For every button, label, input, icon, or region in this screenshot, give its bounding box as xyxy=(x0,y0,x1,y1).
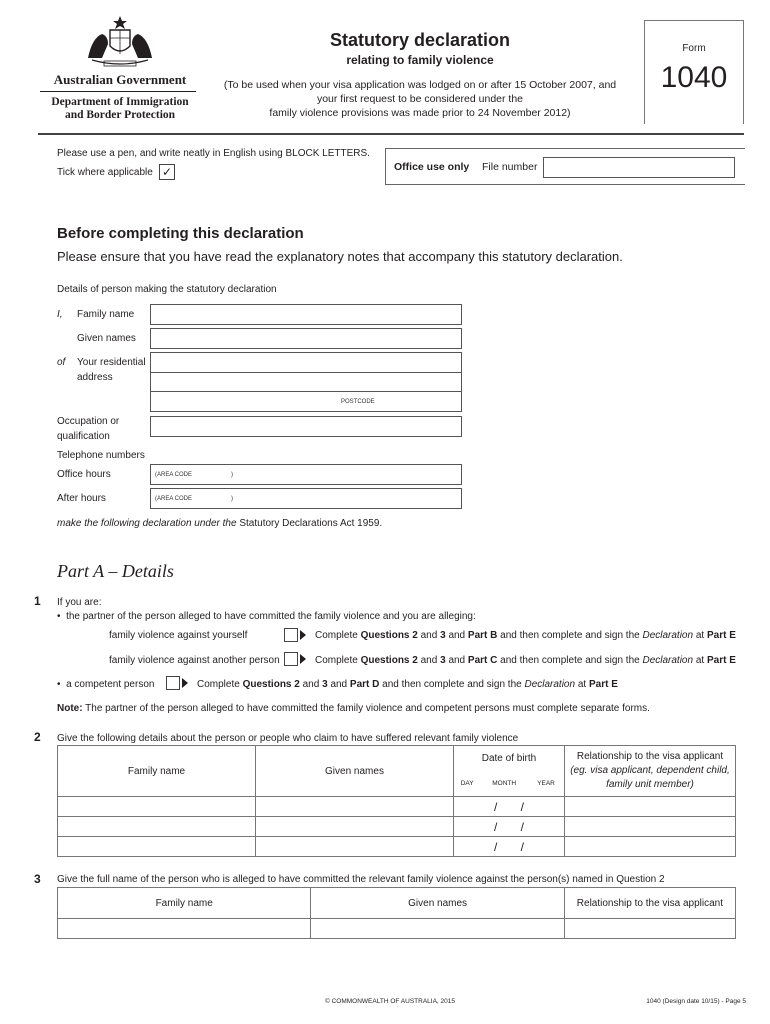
col-rel-line-1: Relationship to the visa applicant xyxy=(576,751,724,762)
before-subheading: Please ensure that you have read the explanatory notes that accompany this statutory declaration. xyxy=(57,249,623,264)
declaration-word: Declaration xyxy=(642,655,694,666)
complete-word: Complete xyxy=(315,655,358,666)
q2-row-family-cell[interactable] xyxy=(58,797,256,817)
details-section-label: Details of person making the statutory declaration xyxy=(57,284,277,295)
q2-row-family-cell[interactable] xyxy=(58,837,256,857)
q1-opt2-instruction xyxy=(315,655,736,666)
q1-bullet-1-text: the partner of the person alleged to have committed the family violence and you are alleging: xyxy=(66,611,476,622)
q3-col-relationship: Relationship to the visa applicant xyxy=(564,888,735,919)
address-line-1-input[interactable] xyxy=(150,352,462,373)
q1-number: 1 xyxy=(34,594,41,608)
and-word: and xyxy=(302,679,320,690)
address-line-3-box[interactable] xyxy=(150,391,462,412)
area-code-open: (AREA CODE xyxy=(155,472,193,478)
q1-opt2-checkbox[interactable] xyxy=(284,652,298,666)
q2-header-row xyxy=(58,746,736,771)
postcode-label: POSTCODE xyxy=(341,399,375,405)
part-e-ref: Part E xyxy=(706,630,736,641)
at-word: at xyxy=(695,655,705,666)
instruction-line-2: Tick where applicable xyxy=(57,167,153,178)
q2-row-dob-cell[interactable]: / / xyxy=(454,797,565,817)
form-number-box xyxy=(644,20,744,124)
then-text: and then complete and sign the xyxy=(382,679,522,690)
header-rule xyxy=(38,133,744,135)
area-code-close: ) xyxy=(231,472,233,478)
q1-bullet-2-text: a competent person xyxy=(66,679,155,690)
q3-number: 3 xyxy=(34,872,41,886)
q3-ref: 3 xyxy=(440,630,446,641)
q1-opt1-label: family violence against yourself xyxy=(109,630,248,641)
part-b-ref: Part B xyxy=(467,630,498,641)
q3-text: Give the full name of the person who is alleged to have committed the relevant family violence against the person(s) named in Question 2 xyxy=(57,874,665,885)
col-given-names: Given names xyxy=(256,746,454,797)
address-label-2: address xyxy=(77,372,113,383)
dept-line-2: and Border Protection xyxy=(64,109,176,121)
then-text: and then complete and sign the xyxy=(500,630,640,641)
office-use-label: Office use only xyxy=(394,161,470,173)
file-number-input[interactable] xyxy=(543,157,735,178)
file-number-label: File number xyxy=(482,161,538,173)
intro-line-1: (To be used when your visa application was lodged on or after 15 October 2007, and xyxy=(223,79,617,91)
q1-note xyxy=(57,703,650,714)
after-hours-input[interactable] xyxy=(150,488,462,509)
q1-opt3-instruction xyxy=(197,679,618,690)
part-e-ref: Part E xyxy=(706,655,736,666)
intro-line-2: your first request to be considered under the xyxy=(316,93,524,105)
arrow-right-icon xyxy=(300,654,306,664)
family-name-input[interactable] xyxy=(150,304,462,325)
declaration-italic: make the following declaration under the xyxy=(57,518,237,529)
col-family-name: Family name xyxy=(58,746,256,797)
at-word: at xyxy=(577,679,587,690)
q2-row-dob-cell[interactable]: / / xyxy=(454,837,565,857)
tick-example xyxy=(159,164,175,180)
col-month: MONTH xyxy=(492,779,517,787)
q1-opt2-label: family violence against another person xyxy=(109,655,280,666)
family-name-label: Family name xyxy=(77,309,135,320)
complete-word: Complete xyxy=(197,679,240,690)
given-names-label: Given names xyxy=(77,333,136,344)
and-word: and xyxy=(448,655,466,666)
q1-opt1-checkbox[interactable] xyxy=(284,628,298,642)
declaration-word: Declaration xyxy=(524,679,576,690)
q2-row-rel-cell[interactable] xyxy=(565,817,736,837)
q3-header-row xyxy=(58,888,736,919)
office-hours-label: Office hours xyxy=(57,469,111,480)
table-row xyxy=(58,817,736,837)
col-rel-line-3: family unit member) xyxy=(606,779,694,790)
occupation-input[interactable] xyxy=(150,416,462,437)
declaration-statement xyxy=(57,518,382,529)
q3-given-cell[interactable] xyxy=(311,919,564,939)
i-label: I, xyxy=(57,309,63,320)
dept-line-1: Department of Immigration xyxy=(51,96,189,108)
col-year: YEAR xyxy=(528,770,564,797)
col-relationship xyxy=(565,746,736,797)
questions-ref: Questions 2 xyxy=(360,655,418,666)
occupation-label-1: Occupation or xyxy=(57,416,120,427)
given-names-input[interactable] xyxy=(150,328,462,349)
and-word: and xyxy=(420,630,438,641)
declaration-word: Declaration xyxy=(642,630,694,641)
q3-col-given: Given names xyxy=(311,888,564,919)
q3-ref: 3 xyxy=(440,655,446,666)
occupation-label-2: qualification xyxy=(57,431,110,442)
q2-row-dob-cell[interactable]: / / xyxy=(454,817,565,837)
table-row xyxy=(58,797,736,817)
and-word: and xyxy=(448,630,466,641)
form-subtitle: relating to family violence xyxy=(346,53,494,67)
part-a-heading: Part A – Details xyxy=(57,561,174,581)
gov-name: Australian Government xyxy=(53,72,187,87)
q3-ref: 3 xyxy=(322,679,328,690)
q2-row-family-cell[interactable] xyxy=(58,817,256,837)
tick-icon: ✓ xyxy=(161,165,173,179)
q3-col-family: Family name xyxy=(58,888,311,919)
part-c-ref: Part C xyxy=(467,655,498,666)
table-row xyxy=(58,919,736,939)
col-day: DAY xyxy=(454,770,481,797)
at-word: at xyxy=(695,630,705,641)
area-code-close: ) xyxy=(231,496,233,502)
footer-page: 1040 (Design date 10/15) - Page 5 xyxy=(646,998,746,1005)
part-e-ref: Part E xyxy=(588,679,618,690)
and-word: and xyxy=(420,655,438,666)
q2-row-given-cell[interactable] xyxy=(256,797,454,817)
q2-row-given-cell[interactable] xyxy=(256,837,454,857)
table-row xyxy=(58,837,736,857)
gov-divider xyxy=(40,91,196,92)
note-text: The partner of the person alleged to have committed the family violence and competent persons must complete separate forms. xyxy=(85,703,650,714)
declaration-act: Statutory Declarations Act 1959. xyxy=(239,518,383,529)
q2-text: Give the following details about the person or people who claim to have suffered relevant family violence xyxy=(57,733,519,744)
q2-row-given-cell[interactable] xyxy=(256,817,454,837)
office-hours-input[interactable] xyxy=(150,464,462,485)
before-heading: Before completing this declaration xyxy=(57,225,304,242)
and-word: and xyxy=(330,679,348,690)
col-rel-line-2: (eg. visa applicant, dependent child, xyxy=(570,765,730,776)
q2-number: 2 xyxy=(34,730,41,744)
address-line-2-input[interactable] xyxy=(150,372,462,392)
q3-rel-cell[interactable] xyxy=(564,919,735,939)
after-hours-label: After hours xyxy=(57,493,106,504)
form-title: Statutory declaration xyxy=(329,30,511,50)
part-d-ref: Part D xyxy=(349,679,380,690)
complete-word: Complete xyxy=(315,630,358,641)
address-label-1: Your residential xyxy=(77,357,146,368)
q1-opt1-instruction xyxy=(315,630,736,641)
col-date-of-birth: Date of birth xyxy=(454,746,565,771)
q1-intro: If you are: xyxy=(57,597,102,608)
area-code-open: (AREA CODE xyxy=(155,496,193,502)
telephone-label: Telephone numbers xyxy=(57,450,145,461)
arrow-right-icon xyxy=(182,678,188,688)
form-label: Form xyxy=(682,43,706,54)
q1-opt3-checkbox[interactable] xyxy=(166,676,180,690)
of-label: of xyxy=(57,357,66,368)
q3-family-cell[interactable] xyxy=(58,919,311,939)
intro-line-3: family violence provisions was made prior to 24 November 2012) xyxy=(269,107,571,119)
form-number: 1040 xyxy=(660,61,728,94)
questions-ref: Questions 2 xyxy=(360,630,418,641)
q3-table xyxy=(57,887,736,939)
q1-bullet-1: • the partner of the person alleged to have committed the family violence and you are alleging: xyxy=(57,611,476,622)
then-text: and then complete and sign the xyxy=(500,655,640,666)
q2-table xyxy=(57,745,736,857)
q1-bullet-2: • a competent person xyxy=(57,679,155,690)
coat-of-arms-logo xyxy=(82,14,158,70)
q2-row-rel-cell[interactable] xyxy=(565,797,736,817)
note-label: Note: xyxy=(57,703,83,714)
instruction-line-1: Please use a pen, and write neatly in English using BLOCK LETTERS. xyxy=(57,148,370,159)
arrow-right-icon xyxy=(300,630,306,640)
q2-row-rel-cell[interactable] xyxy=(565,837,736,857)
footer-copyright: © COMMONWEALTH OF AUSTRALIA, 2015 xyxy=(325,998,455,1005)
questions-ref: Questions 2 xyxy=(242,679,300,690)
